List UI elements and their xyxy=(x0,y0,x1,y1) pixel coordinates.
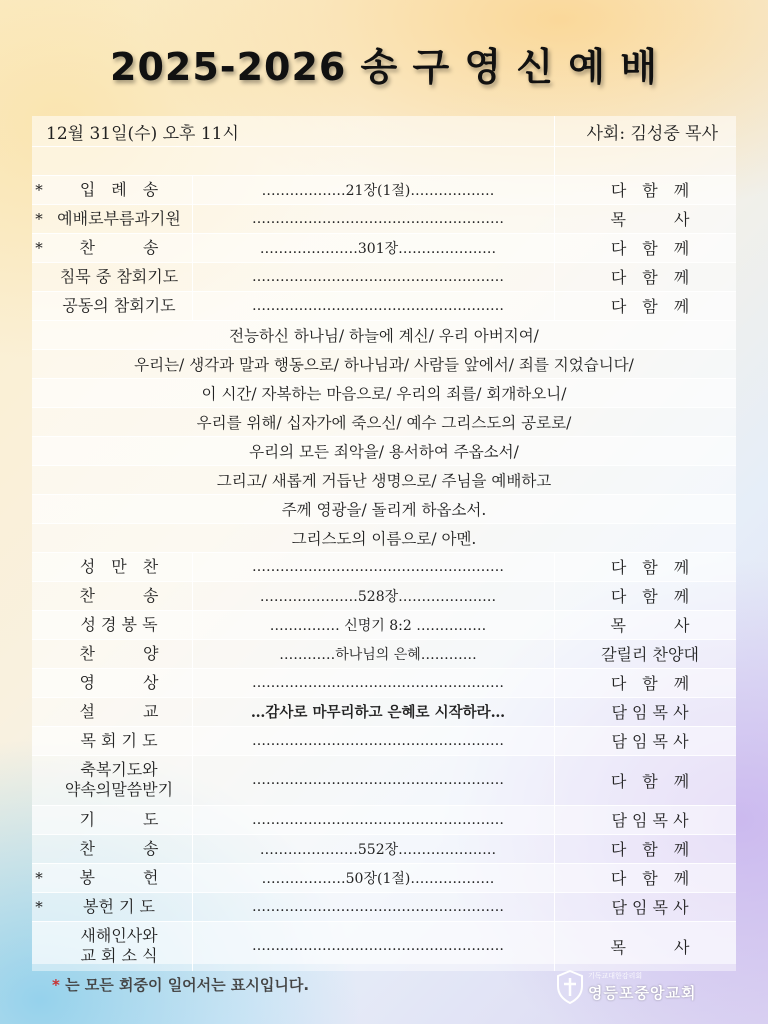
header-row xyxy=(32,116,736,146)
order-detail: ……………………………………………… xyxy=(252,558,504,575)
prayer-line: 그리스도의 이름으로/ 아멘. xyxy=(291,529,477,548)
order-performer: 다 함 께 xyxy=(610,587,690,606)
order-detail: ……………………………………………… xyxy=(252,268,504,285)
order-performer: 다 함 께 xyxy=(610,239,690,258)
row-divider xyxy=(32,204,736,205)
row-divider xyxy=(32,863,736,864)
order-detail: ……………………………………………… xyxy=(252,938,504,954)
row-divider xyxy=(32,892,736,893)
order-performer: 목 사 xyxy=(610,616,690,635)
service-leader: 사회: 김성중 목사 xyxy=(586,123,718,144)
order-performer: 다 함 께 xyxy=(610,869,690,888)
order-detail: ……………………………………………… xyxy=(252,898,504,915)
order-label: 찬 송 xyxy=(79,585,159,605)
order-label: 예배로부름과기원 xyxy=(57,208,181,228)
row-divider xyxy=(32,465,736,466)
order-label: 공동의 참회기도 xyxy=(62,295,176,315)
order-performer: 갈릴리 찬양대 xyxy=(601,645,699,664)
order-detail: ………………50장(1절)……………… xyxy=(261,870,495,887)
order-label: 축복기도와 약속의말씀받기 xyxy=(64,760,174,799)
prayer-line: 그리고/ 새롭게 거듭난 생명으로/ 주님을 예배하고 xyxy=(216,471,552,490)
order-star: * xyxy=(35,897,43,916)
order-detail: ……………………………………………… xyxy=(252,772,504,788)
order-row xyxy=(32,668,736,697)
order-label: 침묵 중 참회기도 xyxy=(59,266,179,286)
order-performer: 다 함 께 xyxy=(610,558,690,577)
order-star: * xyxy=(35,238,43,257)
order-row xyxy=(32,581,736,610)
order-label: 봉헌 기 도 xyxy=(83,896,155,916)
order-row xyxy=(32,726,736,755)
column-divider xyxy=(192,552,193,971)
order-row xyxy=(32,834,736,863)
order-performer: 다 함 께 xyxy=(610,297,690,316)
prayer-line: 전능하신 하나님/ 하늘에 계신/ 우리 아버지여/ xyxy=(32,320,736,349)
church-logo xyxy=(556,968,716,1008)
prayer-line: 우리를 위해/ 십자가에 죽으신/ 예수 그리스도의 공로로/ xyxy=(196,413,572,432)
order-performer: 목 사 xyxy=(610,937,690,957)
row-divider xyxy=(32,834,736,835)
order-detail: ……………………………………………… xyxy=(252,811,504,828)
order-row xyxy=(32,552,736,581)
order-performer: 담 임 목 사 xyxy=(611,898,689,917)
order-detail: …………하나님의 은혜………… xyxy=(279,646,477,663)
row-divider xyxy=(32,726,736,727)
row-divider xyxy=(32,320,736,321)
prayer-line: 우리는/ 생각과 말과 행동으로/ 하나님과/ 사람들 앞에서/ 죄를 지었습니다/ xyxy=(134,355,634,374)
order-label: 기 도 xyxy=(79,809,159,829)
order-detail: ……………………………………………… xyxy=(252,674,504,691)
order-row xyxy=(32,175,736,204)
row-divider xyxy=(32,233,736,234)
order-performer: 다 함 께 xyxy=(610,771,690,791)
order-detail: ………………21장(1절)……………… xyxy=(261,182,495,199)
order-row xyxy=(32,639,736,668)
row-divider xyxy=(32,552,736,553)
order-detail: ……………………………………………… xyxy=(252,732,504,749)
order-label: 성 만 찬 xyxy=(79,556,159,576)
row-divider xyxy=(32,523,736,524)
order-row xyxy=(32,805,736,834)
row-divider xyxy=(32,175,736,176)
order-label: 성 경 봉 독 xyxy=(80,614,158,634)
row-divider xyxy=(32,407,736,408)
footer-note xyxy=(52,974,309,995)
order-detail: …………………528장………………… xyxy=(259,588,497,605)
order-star: * xyxy=(35,180,43,199)
church-denomination: 기독교대한감리회 xyxy=(588,972,643,980)
row-divider xyxy=(32,668,736,669)
order-row xyxy=(32,697,736,726)
row-divider xyxy=(32,581,736,582)
order-label: 찬 송 xyxy=(79,838,159,858)
order-row xyxy=(32,204,736,233)
order-label: 영 상 xyxy=(79,672,159,692)
order-performer: 담 임 목 사 xyxy=(611,703,689,722)
column-divider xyxy=(554,116,555,175)
church-name: 영등포중앙교회 xyxy=(588,984,697,1002)
order-detail: ……………………………………………… xyxy=(252,210,504,227)
row-divider xyxy=(32,805,736,806)
order-row xyxy=(32,892,736,921)
order-star: * xyxy=(35,209,43,228)
order-performer: 담 임 목 사 xyxy=(611,732,689,751)
page-title: 2025-2026 송 구 영 신 예 배 xyxy=(110,45,658,89)
order-row xyxy=(32,610,736,639)
prayer-line: 우리의 모든 죄악을/ 용서하여 주옵소서/ xyxy=(32,436,736,465)
row-divider xyxy=(32,494,736,495)
order-performer: 담 임 목 사 xyxy=(611,811,689,830)
order-performer: 다 함 께 xyxy=(610,840,690,859)
row-divider xyxy=(32,146,736,147)
order-detail: ……………………………………………… xyxy=(252,297,504,314)
order-row xyxy=(32,291,736,320)
footer-star: * xyxy=(52,976,60,994)
row-divider xyxy=(32,349,736,350)
order-label: 입 례 송 xyxy=(79,179,159,199)
order-row xyxy=(32,233,736,262)
row-divider xyxy=(32,697,736,698)
order-detail: …………………301장………………… xyxy=(259,240,497,257)
order-performer: 다 함 께 xyxy=(610,674,690,693)
order-label: 목 회 기 도 xyxy=(80,730,158,750)
row-divider xyxy=(32,755,736,756)
bulletin-sheet xyxy=(32,116,736,964)
shield-icon xyxy=(556,970,584,1004)
row-divider xyxy=(32,436,736,437)
order-row xyxy=(32,755,736,805)
order-row xyxy=(32,863,736,892)
footer-note-text: 는 모든 회중이 일어서는 표시입니다. xyxy=(59,976,310,994)
row-divider xyxy=(32,610,736,611)
order-detail: …감사로 마무리하고 은혜로 시작하라… xyxy=(250,704,506,721)
order-label: 찬 송 xyxy=(79,237,159,257)
row-divider xyxy=(32,378,736,379)
row-divider xyxy=(32,921,736,922)
order-performer: 다 함 께 xyxy=(610,268,690,287)
order-star: * xyxy=(35,868,43,887)
column-divider xyxy=(192,175,193,320)
service-date: 12월 31일(수) 오후 11시 xyxy=(46,123,239,144)
order-performer: 다 함 께 xyxy=(610,181,690,200)
prayer-line: 이 시간/ 자복하는 마음으로/ 우리의 죄를/ 회개하오니/ xyxy=(32,378,736,407)
column-divider xyxy=(554,175,555,320)
order-row xyxy=(32,921,736,971)
column-divider xyxy=(554,552,555,971)
row-divider xyxy=(32,639,736,640)
order-performer: 목 사 xyxy=(610,210,690,229)
row-divider xyxy=(32,291,736,292)
order-label: 설 교 xyxy=(79,701,159,721)
order-row xyxy=(32,262,736,291)
order-label: 봉 헌 xyxy=(79,867,159,887)
order-label: 찬 양 xyxy=(79,643,159,663)
row-divider xyxy=(32,262,736,263)
order-detail: …………… 신명기 8:2 …………… xyxy=(269,617,487,634)
prayer-line: 주께 영광을/ 돌리게 하옵소서. xyxy=(32,494,736,523)
order-detail: …………………552장………………… xyxy=(259,841,497,858)
order-label: 새해인사와 교 회 소 식 xyxy=(80,926,158,965)
